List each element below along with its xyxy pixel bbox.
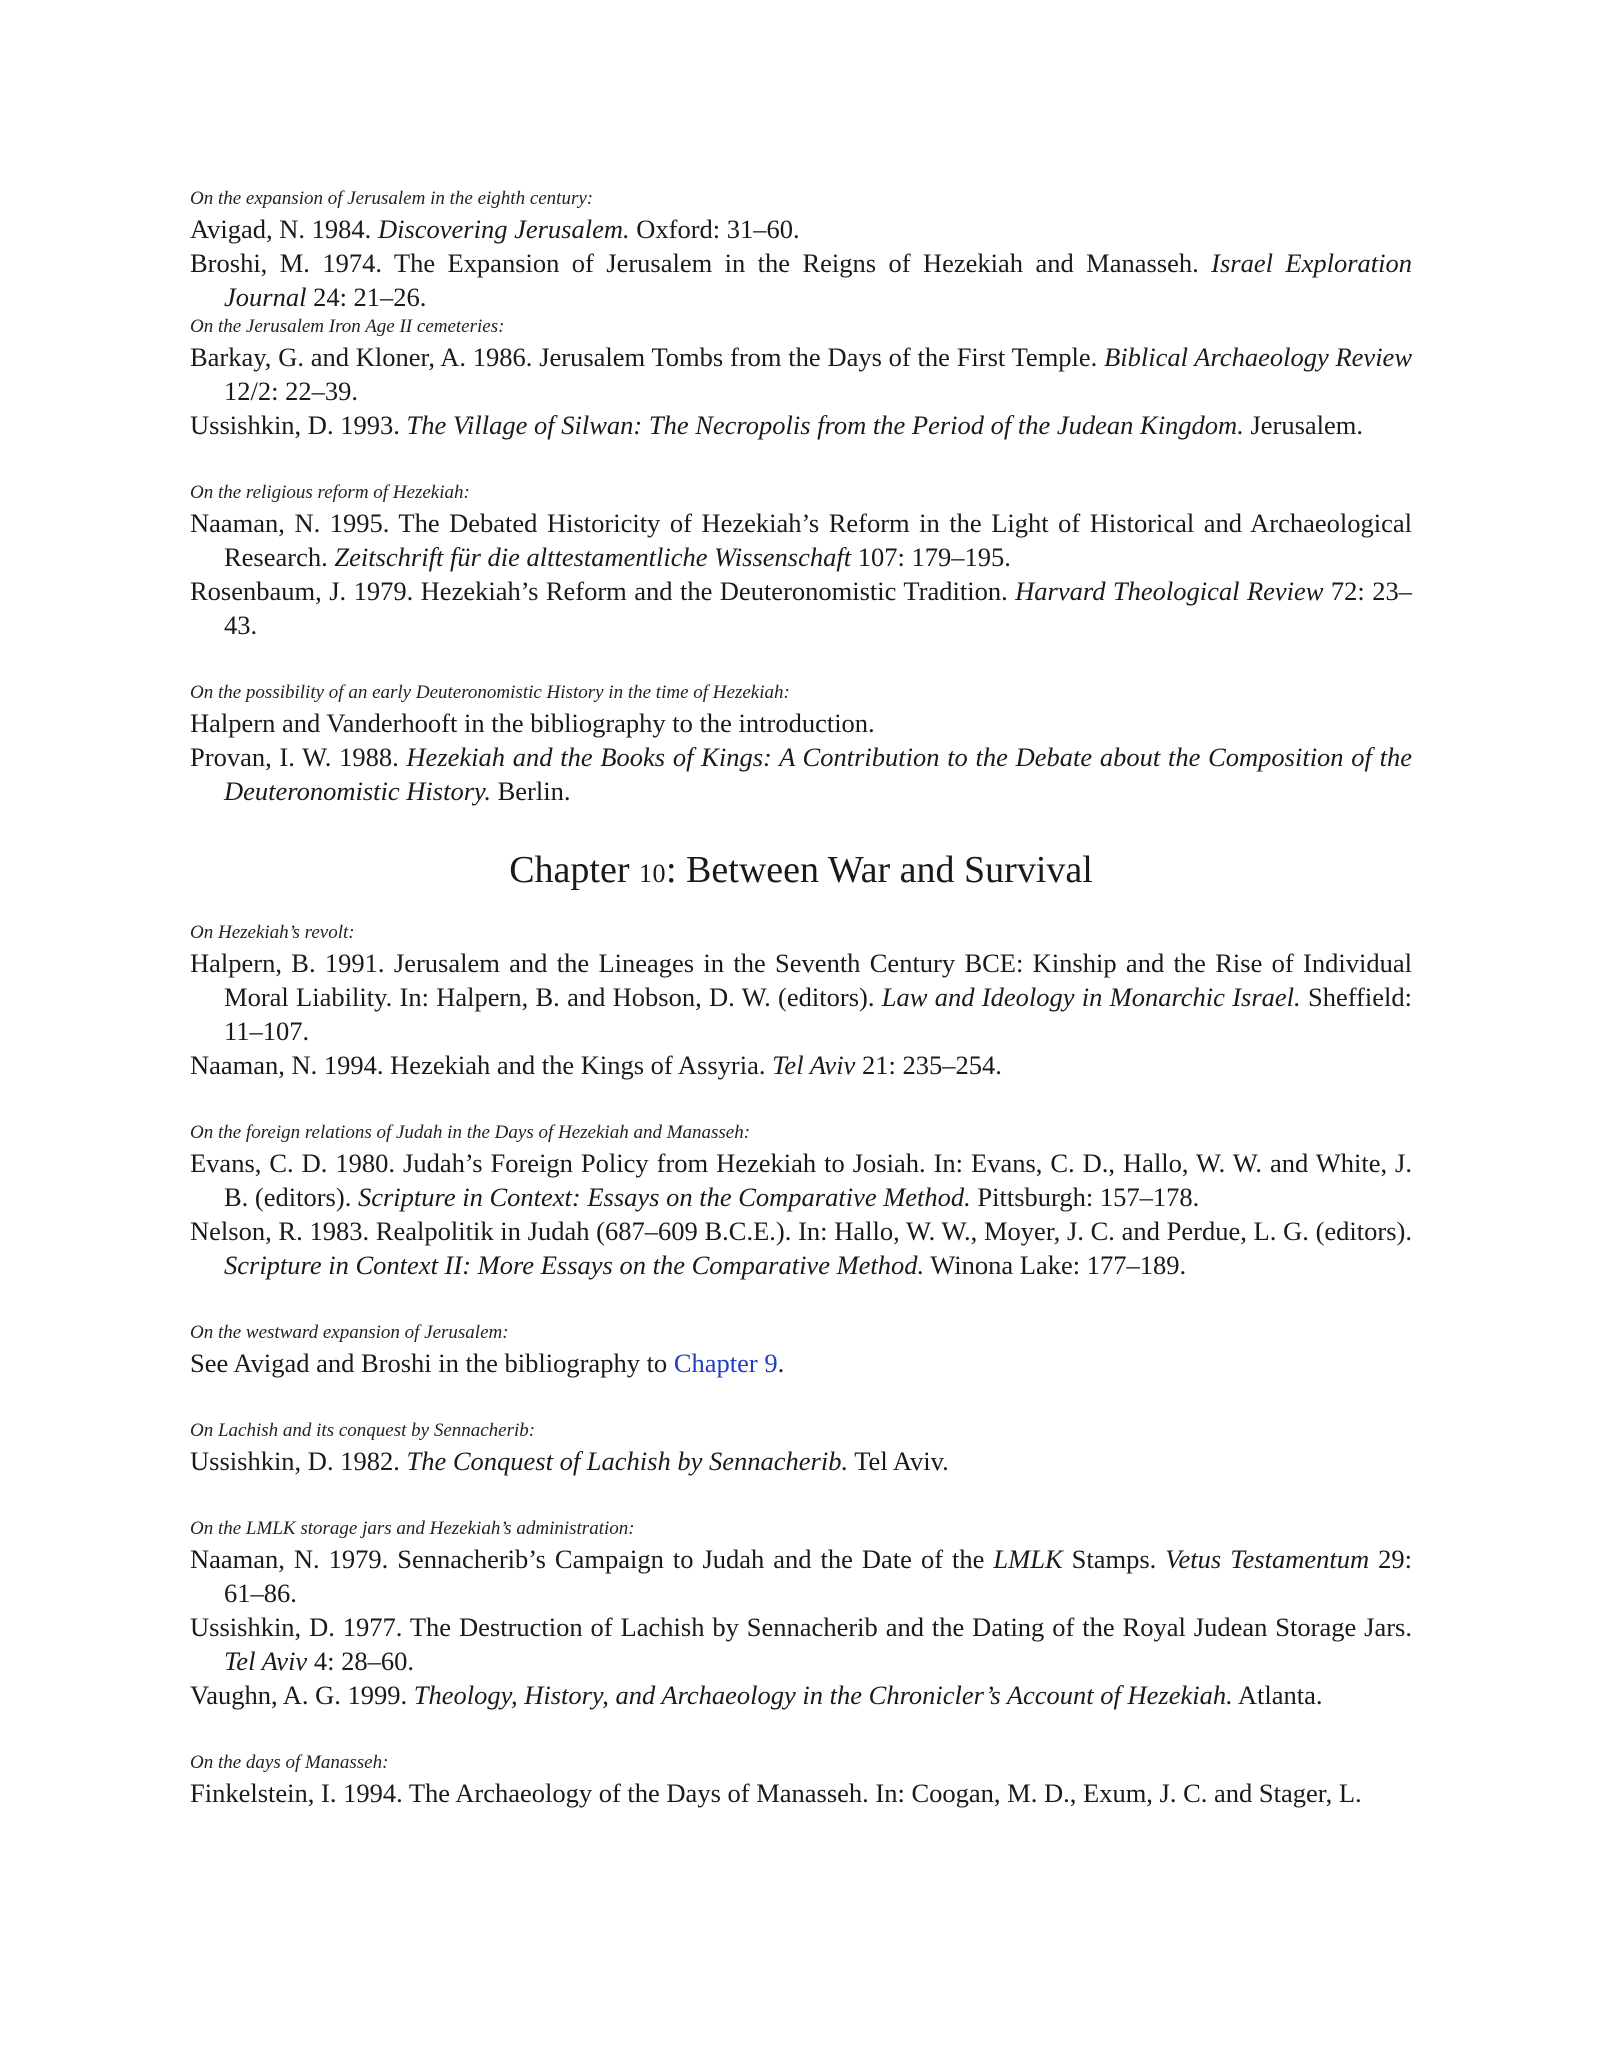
bibliography-entry: Ussishkin, D. 1982. The Conquest of Lachish by Sennacherib. Tel Aviv.: [190, 1446, 949, 1476]
bibliography-entry: Avigad, N. 1984. Discovering Jerusalem. Oxford: 31–60.: [190, 214, 800, 244]
bibliography-entry: Broshi, M. 1974. The Expansion of Jerusalem in the Reigns of Hezekiah and Manasseh. Israel Exploration Journal 24: 21–26.: [190, 248, 1412, 312]
bibliography-entry: Ussishkin, D. 1977. The Destruction of Lachish by Sennacherib and the Dating of the Royal Judean Storage Jars. Tel Aviv 4: 28–60.: [190, 1612, 1412, 1676]
bibliography-entry: Naaman, N. 1979. Sennacherib’s Campaign to Judah and the Date of the LMLK Stamps. Vetus Testamentum 29: 61–86.: [190, 1544, 1412, 1608]
section-heading: On the possibility of an early Deuteronomistic History in the time of Hezekiah:: [190, 682, 790, 703]
bibliography-entry: Halpern, B. 1991. Jerusalem and the Lineages in the Seventh Century BCE: Kinship and the Rise of Individual Moral Liability. In: Halpern, B. and Hobson, D. W. (editors). Law and Ideology in Monarchic Israel. Sheffield: 11–107.: [190, 948, 1412, 1046]
chapter-number: 10: [639, 859, 666, 888]
bibliography-entry: Vaughn, A. G. 1999. Theology, History, and Archaeology in the Chronicler’s Account of Hezekiah. Atlanta.: [190, 1680, 1323, 1710]
bibliography-entry: Ussishkin, D. 1993. The Village of Silwan: The Necropolis from the Period of the Judean Kingdom. Jerusalem.: [190, 410, 1364, 440]
section-heading: On the days of Manasseh:: [190, 1752, 389, 1773]
section-heading: On the foreign relations of Judah in the Days of Hezekiah and Manasseh:: [190, 1122, 751, 1143]
section-heading: On Lachish and its conquest by Sennacherib:: [190, 1420, 536, 1441]
bibliography-entry: See Avigad and Broshi in the bibliography to Chapter 9.: [190, 1348, 785, 1378]
bibliography-entry: Naaman, N. 1995. The Debated Historicity of Hezekiah’s Reform in the Light of Historical and Archaeological Research. Zeitschrift für die alttestamentliche Wissenschaft 107: 179–195.: [190, 508, 1412, 572]
bibliography-entry: Barkay, G. and Kloner, A. 1986. Jerusalem Tombs from the Days of the First Temple. Biblical Archaeology Review 12/2: 22–39.: [190, 342, 1412, 406]
section-heading: On the westward expansion of Jerusalem:: [190, 1322, 509, 1343]
bibliography-entry: Naaman, N. 1994. Hezekiah and the Kings of Assyria. Tel Aviv 21: 235–254.: [190, 1050, 1002, 1080]
bibliography-entry: Evans, C. D. 1980. Judah’s Foreign Policy from Hezekiah to Josiah. In: Evans, C. D., Hallo, W. W. and White, J. B. (editors). Scripture in Context: Essays on the Comparative Method. Pittsburgh: 157–178.: [190, 1148, 1412, 1212]
bibliography-entry: Nelson, R. 1983. Realpolitik in Judah (687–609 B.C.E.). In: Hallo, W. W., Moyer, J. C. and Perdue, L. G. (editors). Scripture in Context II: More Essays on the Comparative Method. Winona Lake: 177–189.: [190, 1216, 1412, 1280]
bibliography-entry: Rosenbaum, J. 1979. Hezekiah’s Reform and the Deuteronomistic Tradition. Harvard Theological Review 72: 23–43.: [190, 576, 1412, 640]
section-heading: On the LMLK storage jars and Hezekiah’s administration:: [190, 1518, 635, 1539]
chapter-title: Chapter 10: Between War and Survival: [509, 849, 1093, 891]
section-heading: On Hezekiah’s revolt:: [190, 922, 355, 943]
section-heading: On the religious reform of Hezekiah:: [190, 482, 470, 503]
section-heading: On the Jerusalem Iron Age II cemeteries:: [190, 316, 505, 337]
chapter-9-link[interactable]: Chapter 9: [673, 1348, 778, 1378]
bibliography-page: [190, 186, 1412, 1810]
bibliography-entry: Halpern and Vanderhooft in the bibliography to the introduction.: [190, 708, 875, 738]
bibliography-entry: Provan, I. W. 1988. Hezekiah and the Books of Kings: A Contribution to the Debate about the Composition of the Deuteronomistic History. Berlin.: [190, 742, 1413, 806]
bibliography-entry: Finkelstein, I. 1994. The Archaeology of the Days of Manasseh. In: Coogan, M. D., Exum, J. C. and Stager, L.: [190, 1778, 1362, 1808]
section-heading: On the expansion of Jerusalem in the eighth century:: [190, 188, 594, 209]
